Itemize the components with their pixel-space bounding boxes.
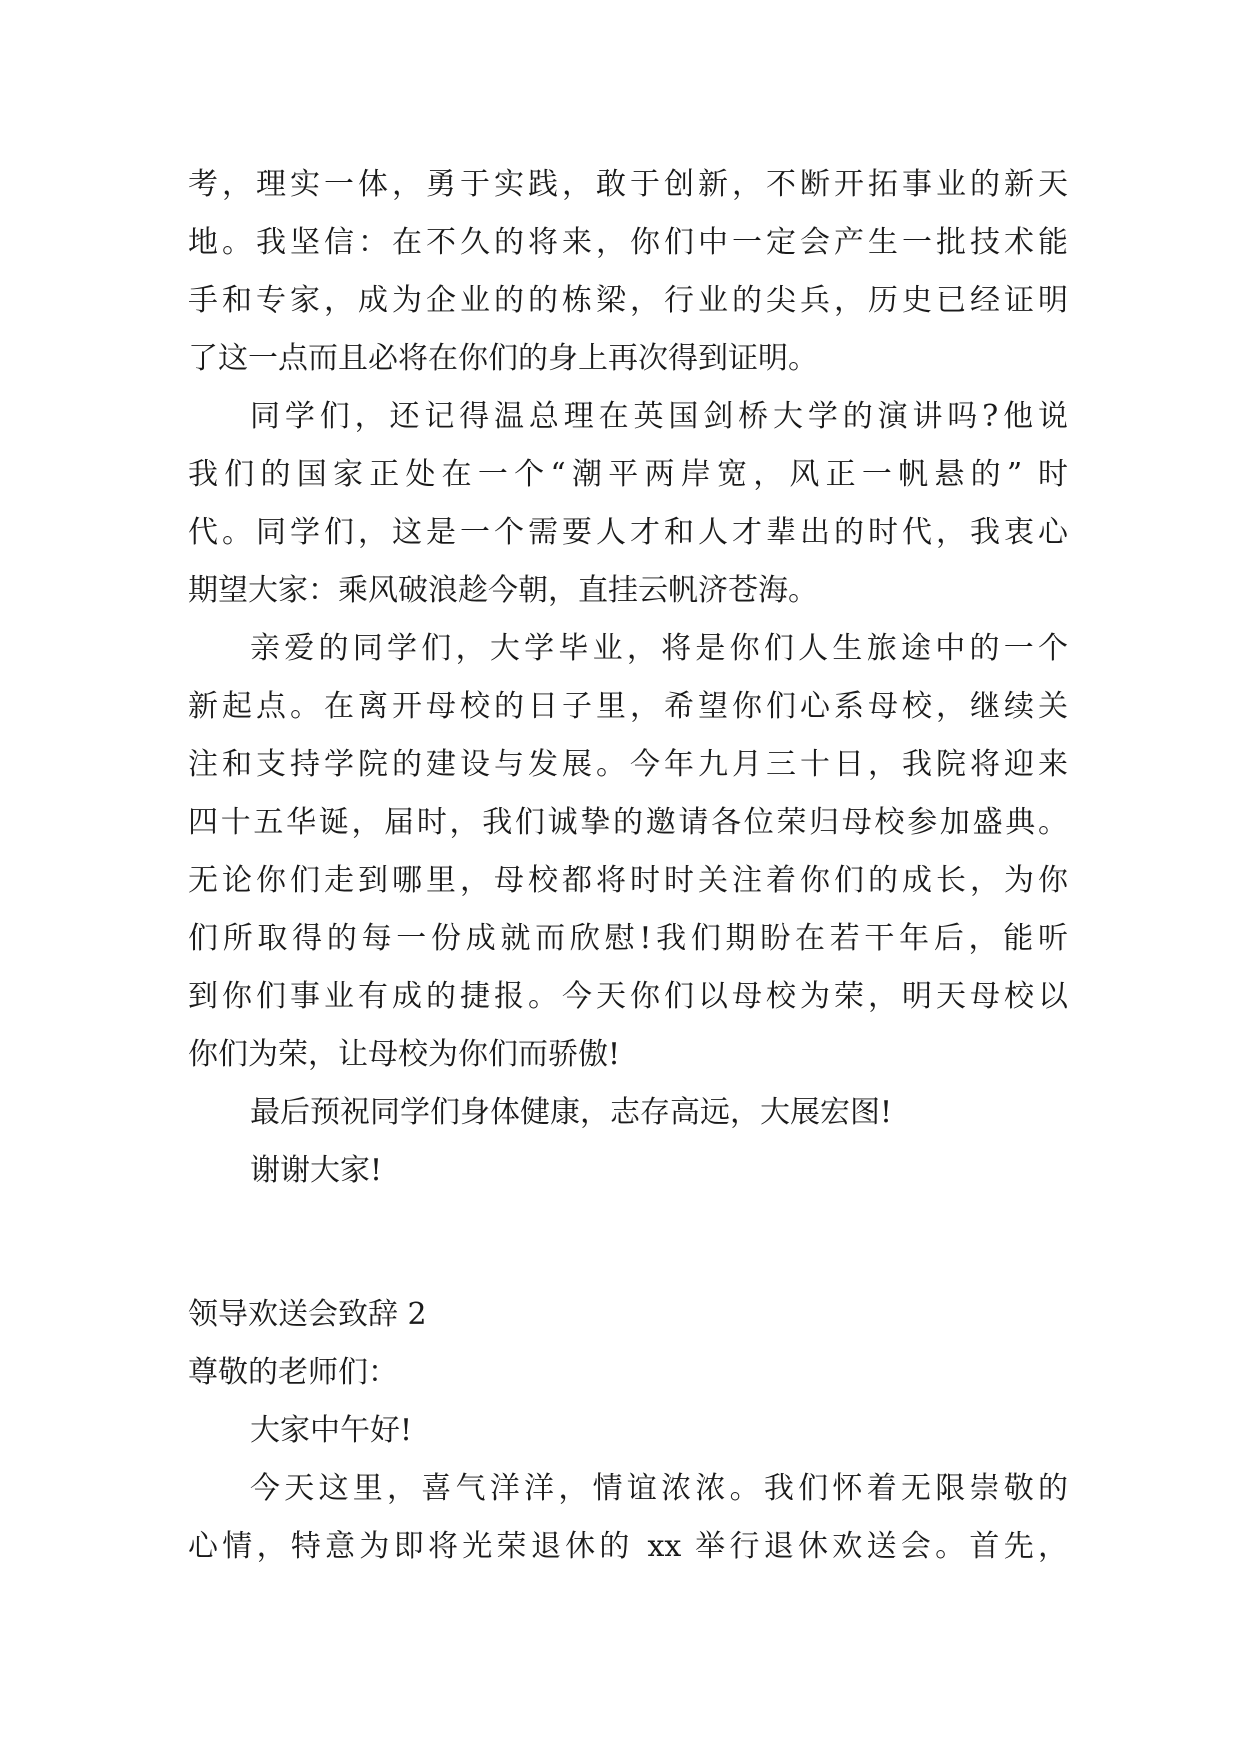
text-line: 四十五华诞，届时，我们诚挚的邀请各位荣归母校参加盛典。	[188, 805, 1068, 840]
text-line: 新起点。在离开母校的日子里，希望你们心系母校，继续关	[188, 689, 1068, 724]
speech-body-part2	[188, 1286, 1068, 1576]
text-line: 代。同学们，这是一个需要人才和人才辈出的时代，我衷心	[188, 515, 1068, 550]
text-line: 了这一点而且必将在你们的身上再次得到证明。	[188, 341, 818, 376]
text-line: 到你们事业有成的捷报。今天你们以母校为荣，明天母校以	[188, 979, 1068, 1014]
text-line: 手和专家，成为企业的的栋梁，行业的尖兵，历史已经证明	[188, 283, 1068, 318]
text-line: 地。我坚信：在不久的将来，你们中一定会产生一批技术能	[188, 225, 1068, 260]
text-line: 今天这里，喜气洋洋，情谊浓浓。我们怀着无限崇敬的	[250, 1471, 1068, 1506]
text-line: 同学们，还记得温总理在英国剑桥大学的演讲吗?他说	[250, 399, 1068, 434]
text-line: 你们为荣，让母校为你们而骄傲!	[188, 1037, 621, 1072]
text-line: 最后预祝同学们身体健康，志存高远，大展宏图!	[250, 1095, 893, 1130]
text-line: 们所取得的每一份成就而欣慰!我们期盼在若干年后，能听	[188, 921, 1068, 956]
text-line: 谢谢大家!	[250, 1153, 383, 1188]
text-line: 考，理实一体，勇于实践，敢于创新，不断开拓事业的新天	[188, 167, 1068, 202]
salutation: 尊敬的老师们：	[188, 1355, 398, 1390]
text-line: 无论你们走到哪里，母校都将时时关注着你们的成长，为你	[188, 863, 1068, 898]
text-line: 注和支持学院的建设与发展。今年九月三十日，我院将迎来	[188, 747, 1068, 782]
section-heading: 领导欢送会致辞 2	[188, 1297, 427, 1332]
text-line: 亲爱的同学们，大学毕业，将是你们人生旅途中的一个	[250, 631, 1068, 666]
text-line: 期望大家：乘风破浪趁今朝，直挂云帆济苍海。	[188, 573, 818, 608]
speech-body-part1	[188, 156, 1068, 1200]
greeting: 大家中午好!	[250, 1413, 413, 1448]
text-line: 我们的国家正处在一个“潮平两岸宽，风正一帆悬的” 时	[188, 457, 1068, 492]
text-line: 心情，特意为即将光荣退休的 xx 举行退休欢送会。首先，	[188, 1529, 1068, 1564]
